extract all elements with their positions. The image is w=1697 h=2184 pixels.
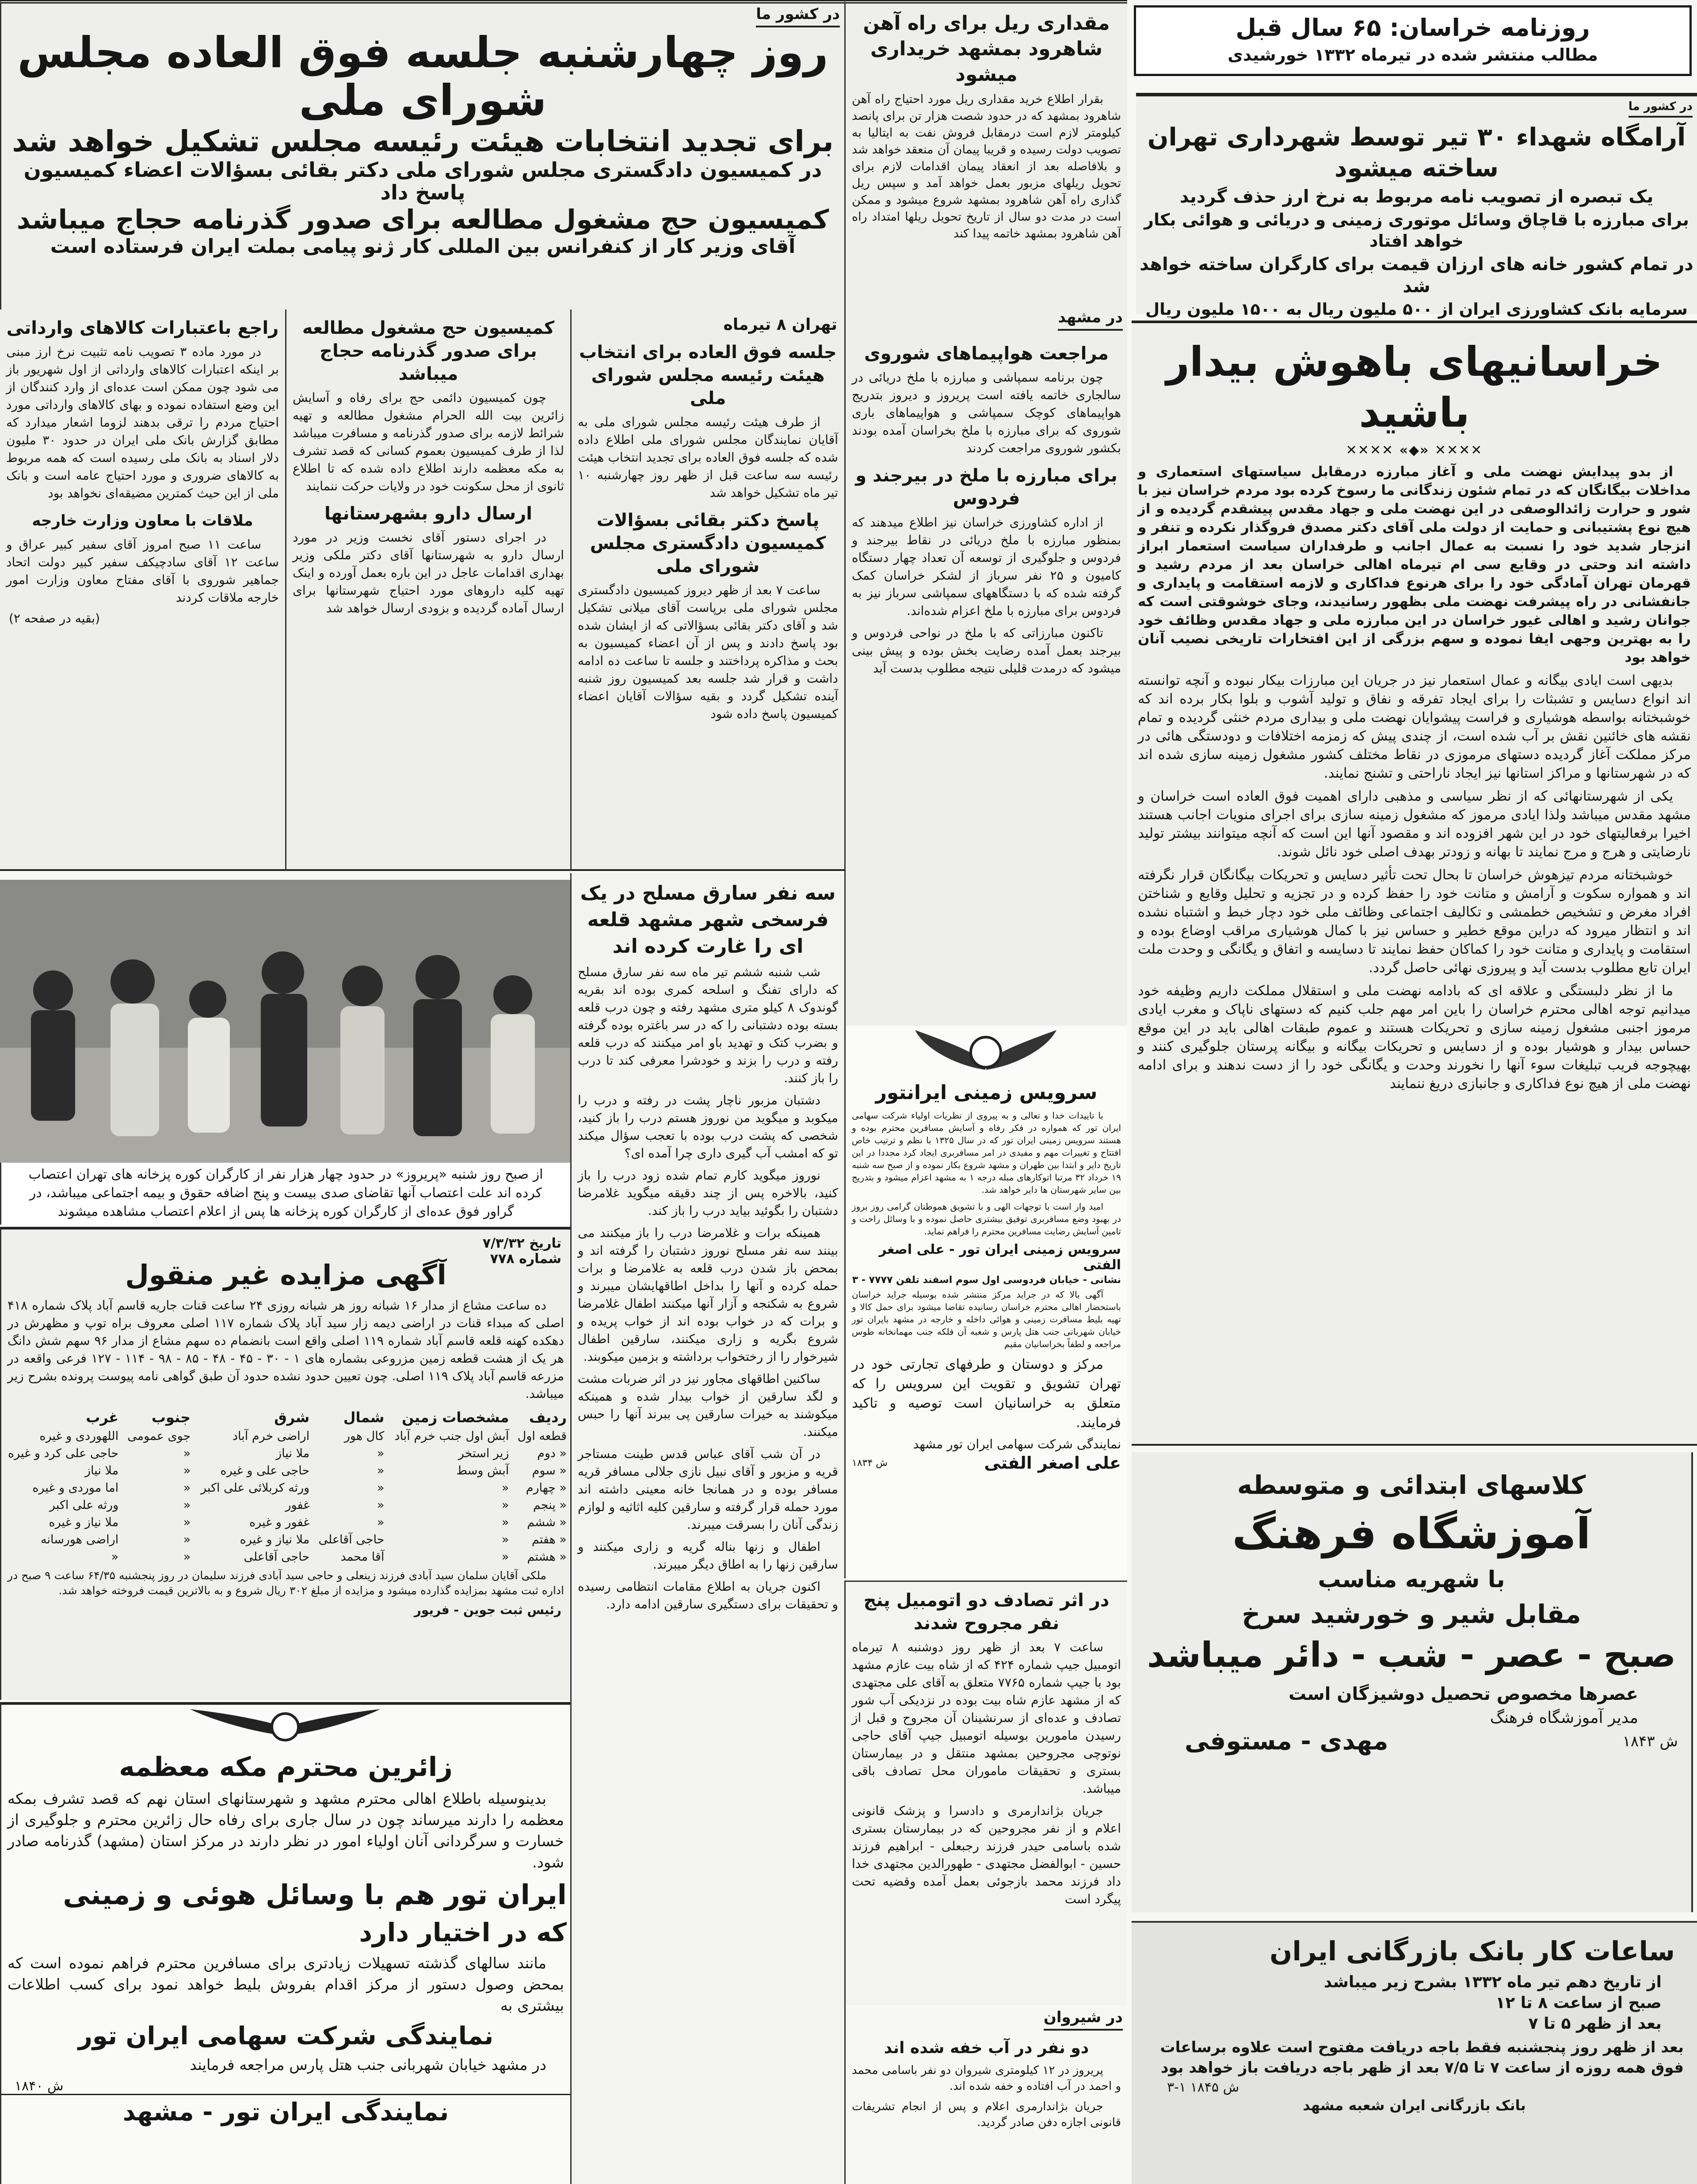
ad-big-line: که در اختیار دارد (359, 1917, 567, 1947)
ad-title: سرویس زمینی ایرانتور (875, 1081, 1098, 1104)
imports-article (0, 309, 285, 871)
ad-line: بعد از ظهر روز پنجشنبه فقط باجه دریافت مفتوح است علاوه برساعات فوق همه روزه از ساعت ۷ تا ۷/۵ بعد از ظهر باجه دریافت باز خواهد بود (1160, 2039, 1684, 2077)
winged-emblem-icon (844, 1026, 1127, 1074)
lead-headline-2: برای تجدید انتخابات هیئت رئیسه مجلس تشکیل خواهد شد (12, 124, 834, 159)
news-headline: یک تبصره از تصویب نامه مربوط به نرخ ارز حذف گردید (1179, 187, 1654, 207)
auction-paragraph: ملکی آقایان سلمان سید آبادی فرزند زینعلی و حاجی سید آبادی فرزند سلیمان در روز پنجشنبه ۶۴/۳۵ ساعت ۹ صبح در اداره ثبت مشهد بمزایده گذارده میشود و مزایده از مبلغ ۳۰۲ ریال شروع و به بالاترین قیمت فروخته خواهد شد. (8, 1569, 564, 1597)
ad-big-line: ایران تور هم با وسائل هوئی و زمینی (63, 1879, 567, 1911)
article-paragraph: ساعت ۱۱ صبح امروز آقای سفیر کبیر عراق و ساعت ۱۲ آقای سادچیکف سفیر کبیر دولت اتحاد جماهیر شوروی با آقای مفتاح معاون وزارت امور خارجه ملاقات کردند (6, 537, 279, 605)
cell: « (183, 1498, 191, 1512)
ad-line: بعد از ظهر ۵ تا ۷ (1528, 2015, 1662, 2033)
ad-title: زائرین محترم مکه معظمه (119, 1752, 453, 1783)
table-row (1, 1462, 570, 1479)
ornament-divider: ✕✕✕✕ «◆» ✕✕✕✕ (1346, 443, 1483, 458)
col-header: شمال (343, 1409, 385, 1426)
cell: « (377, 1446, 385, 1460)
news-headline: در تمام کشور خانه های ارزان قیمت برای کارگران ساخته خواهد شد (1140, 254, 1693, 297)
hajj-article (285, 309, 570, 871)
table-row (1, 1479, 570, 1497)
iran-tour-service-ad (844, 1026, 1127, 1578)
cell: حاجی آقاعلی (318, 1532, 385, 1546)
auction-signature: رئیس ثبت جوین - فریور (414, 1602, 561, 1617)
auction-number: شماره ۷۷۸ (490, 1251, 561, 1267)
table-row (1, 1497, 570, 1514)
article-paragraph: در مورد ماده ۳ تصویب نامه تثبیت نرخ ارز مبنی بر اینکه اعتبارات کالاهای وارداتی از اول شهریور باز می شود چون ممکن است عده‌ای از وارد کنندگان از این وضع استفاده نموده و بهای کالاهای وارداتی مورد احتیاج مردم را ترقی بدهند لزوما اشعار میدارد که مطابق گزارش بانک ملی ایران در حدود ۳۰ ملیون دلار اسناد به بانک ملی رسیده است که همه مربوط به کالاهای ضروری و مورد احتیاج عامه است و بانک ملی از این حیث کمترین مضیقه‌ای نخواهد بود (6, 344, 279, 500)
ad-paragraph: مانند سالهای گذشته تسهیلات زیادتری برای مسافرین محترم فراهم نموده است که بمحض وصول دستور از مرکز اقدام بفروش بلیط خواهد نمود برای کسب اطلاعات بیشتری به (8, 1955, 564, 2015)
cell: آبش وسط (456, 1463, 509, 1478)
masthead-box (1134, 5, 1692, 76)
cell: قطعه اول (517, 1429, 567, 1443)
col-header: شرق (274, 1409, 310, 1426)
article-paragraph: از اداره کشاورزی خراسان نیز اطلاع میدهند که بمنظور مبارزه با ملخ دریائی در نقاط بیرجند و فردوس و جلوگیری از توسعه آن تعداد چهار دستگاه کامیون و ۲۵ نفر سرباز از لشکر خراسان کمک گرفته شده که با دستگاههای سمپاشی سرباز نیز به فردوس برای مبارزه با ملخ اعزام شده‌اند. (852, 515, 1121, 618)
section-label: در کشور ما (1628, 100, 1693, 118)
cell: ملا نیاز (276, 1446, 310, 1460)
ad-signature: سرویس زمینی ایران تور - علی اصغر الفتی (879, 1242, 1121, 1273)
auction-paragraph: ده ساعت مشاع از مدار ۱۶ شبانه روز هر شبانه روزی ۲۴ ساعت قنات جاریه قاسم آباد پلاک شماره ۴۱۸ اصلی که مبداء قنات در اراضی دیمه زار سید آباد پلاک شماره ۱۱۷ اصلی معروف براه توپ و مظهرش در دهکده کهنه قلعه قاسم آباد شماره ۱۱۹ اصلی واقع است بانضمام ده سهم مشاع از مدار ۹۶ سهم شش دانگ هر یک از هشت قطعه زمین مزروعی بشماره های ۱ - ۳۰ - ۴۵ - ۴۸ - ۸۵ - ۹۸ - ۱۱۴ - ۱۲۷ فرعی واقعه در مزرعه قاسم آباد پلاک ۱۱۹ اصلی. چون تعیین حدود نشده حدود آن طبق گواهی نامه پیوست پرونده بشرح زیر میباشد. (8, 1298, 564, 1401)
article-headline: کمیسیون حج مشغول مطالعه برای صدور گذرنامه حجاج میباشد (302, 318, 555, 384)
lead-headline-4: کمیسیون حج مشغول مطالعه برای صدور گذرنامه حجاج میباشد (16, 204, 829, 235)
cell: ورثه کربلائی علی اکبر (201, 1481, 310, 1495)
continued-note: (بقیه در صفحه ۲) (9, 611, 100, 626)
cell: « (377, 1515, 385, 1529)
ad-code: ش ۱۸۴۵ ۱-۳ (1167, 2080, 1239, 2095)
ad-address: نشانی - خیابان فردوسی اول سوم اسفند تلفن ۷۷۷۷ - ۳ (852, 1275, 1121, 1286)
bank-hours-ad (1132, 1921, 1697, 2184)
cell: « پنجم (533, 1498, 567, 1512)
cell: کال هور (344, 1429, 385, 1443)
article-paragraph: بقرار اطلاع خرید مقداری ریل مورد احتیاج راه آهن شاهرود بمشهد که در حدود شصت هزار تن برای پانصد کیلومتر لازم است درمقابل فروش نفت به ایتالیا به تصویب دولت رسیده و قریبا پیمان آن منعقد خواهد شد و بلافاصله بعد از انعقاد پیمان اقدامات لازم برای تحویل ریلهای مزبور بعمل خواهد آمد و سپس ریل گذاری راه آهن شاهرود بمشهد شروع میشود و ممکن است در مدت دو سال از تاریخ تحویل ریلها امتداد راه آهن شاهرود بمشهد خاتمه پیدا کند (852, 92, 1121, 241)
ad-line: مقابل شیر و خورشید سرخ (1242, 1599, 1581, 1629)
article-paragraph: دشتبان مزبور ناچار پشت در رفته و درب را میکوبد و میگوید من نوروز هستم درب را باز کنید، شخصی که پشت درب بوده با تعجب سؤال میکند تو که امشب آب گیری داری چرا آمده ای؟ (578, 1093, 838, 1161)
col-header: مشخصات زمین (402, 1409, 509, 1426)
ad-paragraph: در مشهد خیابان شهربانی جنب هتل پارس مراجعه فرمایند (190, 2056, 546, 2074)
cell: زیر استخر (458, 1446, 509, 1460)
cell: « (183, 1446, 191, 1460)
table-row (1, 1548, 570, 1565)
auction-ad (0, 1227, 570, 1700)
news-headline: برای مبارزه با قاچاق وسائل موتوری زمینی و دریائی و هوائی بکار خواهد افتاد (1144, 210, 1689, 251)
article-paragraph: ساعت ۷ بعد از ظهر روز دوشنبه ۸ تیرماه اتومبیل جیپ شماره ۴۲۴ که از شاه بیت عازم مشهد بود با جیپ شماره ۷۷۶۵ متعلق به آقای علی مجتهدی که از مشهد عازم شاه بیت بوده در نزدیکی آب شور تصادف و عده‌ای از سرنشینان آن مجروح و قبل از رسیدن مامورین بوسیله اتومبیل جیپ آقای حاجی نوتوچی مجروحین بمشهد منتقل و در بیمارستان بستری و تحقیقات ماموران محل تصادف باقی میباشد. (852, 1640, 1121, 1796)
cell: « (377, 1463, 385, 1478)
article-paragraph: بدیهی است ایادی بیگانه و عمال استعمار نیز در جریان این مبارزات بیکار نبوده و آنچه توانسته اند انواع دسایس و تشبثات را برای ایجاد تفرقه و نفاق و تولید آشوب و بلوا بکار برده اند که خوشبختانه بواسطه هوشیاری و فراست پیشوایان نهضت ملی و بیداری مردم خنثی گردیده و تمام نقشه های خائنین نقش بر آب شده است، از چندی پیش که زمزمه اختلافات و دودستگی هائی در مرکز مملکت آغاز گردیده دستهای مرموزی در نقاط مختلف کشور مشغول زمینه سازی شده اند که در شهرستانها و مراکز استانها نیز ایجاد ناراحتی و تشنج نمایند. (1138, 672, 1691, 781)
ad-line: صبح از ساعت ۸ تا ۱۲ (1495, 1994, 1662, 2012)
article-headline: برای مبارزه با ملخ در بیرجند و فردوس (855, 466, 1117, 509)
article-headline: ملاقات با معاون وزارت خارجه (32, 512, 253, 530)
ad-paragraph: با تاییدات خدا و تعالی و به پیروی از نظریات اولیاء شرکت سهامی ایران تور که همواره در فکر رفاه و آسایش مسافرین محترم بوده و هستند سرویس زمینی ایران تور که در سال ۱۳۲۵ با نظم و ترتیب خاص افتتاح و تغییرات مهم و مفیدی در امر مسافربری ایجاد کرد مجددا در این تاریخ دایر و ابتدا بین طهران و مشهد شروع بکار نموده و از صبح سه شنبه ۱۹ خرداد ۳۲ مرتبا اتوکارهای مبله درجه ۱ به مشهد اعزام میشود و بتدریج بین سایر شهرستان ها دایر خواهد شد. (852, 1110, 1121, 1195)
news-headline: سرمایه بانک کشاورزی ایران از ۵۰۰ ملیون ریال به ۱۵۰۰ ملیون ریال (1145, 300, 1688, 319)
cell: « (183, 1463, 191, 1478)
cell: ملا نیاز و غیره (240, 1532, 310, 1546)
cell: « (501, 1550, 509, 1564)
editorial-headline: خراسانیهای باهوش بیدار باشید (1166, 338, 1663, 436)
school-ad (1132, 1452, 1693, 1912)
cell: « (377, 1498, 385, 1512)
article-paragraph: در اجرای دستور آقای نخست وزیر در مورد ارسال دارو به شهرستانها آقای دکتر ملکی وزیر بهداری اقدامات عاجل در این باره بعمل آورده و اینک تهیه کلیه داروهای مورد احتیاج شهرستانها برای ارسال آماده گردیده و بزودی ارسال خواهد شد (293, 530, 564, 615)
cell: اللهوردی و غیره (39, 1429, 119, 1443)
ad-signature: بانک بازرگانی ایران شعبه مشهد (1303, 2097, 1526, 2114)
cell: « (111, 1550, 119, 1564)
pilgrims-ad (0, 1702, 570, 2184)
lead-headline-3: در کمیسیون دادگستری مجلس شورای ملی دکتر بقائی بسؤالات اعضاء کمیسیون پاسخ داد (23, 157, 822, 205)
article-paragraph: جریان بژاندارمری اعلام و پس از انجام تشریفات قانونی اجازه دفن صادر گردید. (852, 2100, 1121, 2129)
article-paragraph: نوروز میگوید کارم تمام شده زود درب را باز کنید، بالاخره پس از چند دقیقه میگوید غلامرضا دشتبان را بگوئید بیاید درب را باز کند. (578, 1168, 838, 1218)
winged-emblem-icon (0, 1705, 570, 1745)
shirvan-article (844, 2005, 1127, 2184)
article-paragraph: چون کمیسیون دائمی حج برای رفاه و آسایش زائرین بیت الله الحرام مشغول مطالعه و تهیه شرائط لازمه برای صدور گذرنامه و مسافرت میباشد لذا از طرف کمیسیون بعموم کسانی که قصد تشرف به مکه معظمه دارند اطلاع داده شده که تا اطلاع ثانوی از محل سکونت خود در ولایات حرکت ننمایند (293, 390, 564, 493)
table-row (1, 1445, 570, 1462)
rail-article (844, 0, 1127, 305)
cell: اما موردی و غیره (32, 1481, 119, 1495)
cell: ملا نیاز (85, 1463, 119, 1478)
table-row (1, 1514, 570, 1531)
ad-code: ش ۱۸۴۳ (1622, 1732, 1678, 1750)
auction-title: آگهی مزایده غیر منقول (125, 1259, 446, 1291)
accident-article (844, 1581, 1127, 2005)
ad-paragraph: بدینوسیله باطلاع اهالی محترم مشهد و شهرستانهای استان نهم که قصد تشرف بمکه معظمه را دارند میرساند چون در سال جاری برای رفاه حال زائرین محترم و جلوگیری از خسارت و سرگردانی آنان اولیاء امور در نظر دارند در مرکز استان (مشهد) گذرنامه صادر شود. (8, 1790, 564, 1871)
land-table (1, 1407, 570, 1565)
lead-story (0, 0, 844, 309)
cell: « (501, 1532, 509, 1546)
section-label: در کشور ما (756, 5, 840, 27)
ad-line: مدیر آموزشگاه فرهنگ (1490, 1709, 1638, 1727)
photo-caption: از صبح روز شنبه «پریروز» در حدود چهار هزار نفر از کارگران کوره پزخانه های تهران اعتصاب کرده اند علت اعتصاب آنها تقاضای صدی بیست و پنج اضافه حقوق و بیمه اجتماعی میباشد، در گراور فوق عده‌ای از کارگران کوره پزخانه ها پس از اعلام اعتصاب مشاهده میشوند (0, 1163, 570, 1225)
article-paragraph: شب شنبه ششم تیر ماه سه نفر سارق مسلح که دارای تفنگ و اسلحه کمری بوده اند بقریه گوندوک ۸ کیلو متری مشهد رفته و چون درب قلعه بسته بوده دشتبانی را که در سر باغتره بوده گرفته و بضرب کتک و تهدید باو امر میکنند که درب قلعه رفته و درب را بزند و خودشرا معرفی کند تا درب را باز کنند. (578, 965, 838, 1085)
table-row (1, 1531, 570, 1548)
masthead-subtitle: مطالب منتشر شده در تیرماه ۱۳۳۲ خورشیدی (1228, 45, 1598, 65)
table-row (1, 1428, 570, 1445)
cell: « هفتم (531, 1532, 567, 1546)
cell: آبش اول جنب خرم آباد (394, 1429, 509, 1443)
cell: « (501, 1498, 509, 1512)
article-headline: پاسخ دکتر بقائی بسؤالات کمیسیون دادگستری مجلس شورای ملی (590, 510, 826, 577)
cell: « (183, 1515, 191, 1529)
cell: « (183, 1481, 191, 1495)
mashhad-news (844, 305, 1127, 1026)
article-paragraph: خوشبختانه مردم تیزهوش خراسان تا بحال تحت تأثیر دسایس و تحریکات بیگانگان قرار نگرفته اند و همواره سکوت و آرامش و متانت خود را حفظ کرده و در تجزیه و تحلیل وقایع و شناختن افراد مغرض و تشخیص خطمشی و تکالیف اجتماعی وظائف ملی خود دچار خبط و اشتباه نشده اند و انتظار میرود که دراین موقع خطیر و حساس نیز با کمال هوشیاری مراقب اوضاع بوده و استقامت و پایداری و متانت خود را کماکان حفظ نمایند تا دسایسه و اتفاق و یگانگی و وحدت ملت ایران تابع مطلوب بدست آید و پیروزی نهائی حاصل گردد. (1138, 867, 1691, 976)
article-paragraph: در آن شب آقای عباس قدس طینت مستاجر قریه و مزبور و آقای نبیل نازی جلالی مسافر قریه مسافر بوده و در همانجا خانه معینی داشته اند مورد حمله قرار گرفته و سارقین کلیه اثاثیه و لوازم زندگی آنان را بسرقت میبرند. (578, 1447, 838, 1532)
robbery-article (570, 873, 844, 2184)
news-headline: آرامگاه شهداء ۳۰ تیر توسط شهرداری تهران ساخته میشود (1147, 123, 1686, 183)
article-paragraph: از بدو پیدایش نهضت ملی و آغاز مبارزه درمقابل سیاستهای استعماری و مداخلات بیگانگان که در تمام شئون زندگانی ما رسوخ کرده بود مردم خراسان نیز با شور و حرارت زائدالوصفی در این نهضت ملی و جهاد مقدس پیشقدم گردیده و از هیچ نوع پشتیبانی و حمایت از دولت ملی آقای دکتر مصدق فروگذار نکرده و تنفر و انزجار شدید خود را نسبت به عمال اجانب و طرفداران سیاست استعمار ابراز داشته اند وحتی در وقایع سی ام تیرماه اهالی خراسان بعد از مردم رشید و قهرمان تهران آمادگی خود را برای هرنوع فداکاری و لازمه استقامت و پایداری و جانفشانی در راه پیشرفت نهضت ملی بظهور رسانیدند، وجای خوشوقتی است که جوانان رشید و اهالی غیور خراسان در این مبارزه ملی و جهاد مقدس وظائف خود را به بهترین وجهی ایفا نموده و سهم بزرگی از این افتخارات تاریخی نصیب آنان خواهد بود (1138, 464, 1691, 665)
lead-headline-1: روز چهارشنبه جلسه فوق العاده مجلس شورای ملی (17, 28, 828, 125)
cell: ورثه علی اکبر (49, 1498, 119, 1512)
article-paragraph: پریروز در ۱۲ کیلومتری شیروان دو نفر باسامی محمد و احمد در آب افتاده و خفه شده اند. (852, 2064, 1121, 2093)
masthead-title: روزنامه خراسان: ۶۵ سال قبل (1236, 14, 1590, 42)
article-paragraph: ما از نظر دلبستگی و علاقه ای که بادامه نهضت ملی و استقلال مملکت داریم وظیفه خود میدانیم توجه اهالی محترم خراسان را باین امر مهم جلب کنیم که دستهای ناپاک و مغرب ایادی مرموز اجنبی مشغول زمینه سازی و تحریکات هستند و عموم طبقات اهالی باید در این موقع حساس بیدار و هوشیار بوده و از دسایس و تحریکات بیگانه و بیگانه پرستان جلوگیری کنند و بهیچوجه فریب تبلیغات سوء آنها را نخورند وحدت و یگانگی خود را از دست ندهند و برای ادامه نهضت ملی از هیچ نوع فداکاری و جانبازی دریغ ننمایند (1138, 983, 1691, 1092)
ad-line: صبح - عصر - شب - دائر میباشد (1147, 1635, 1676, 1675)
ad-code: ش ۱۸۴۰ (15, 2078, 64, 2094)
article-headline: در اثر تصادف دو اتومبیل پنج نفر مجروح شدند (863, 1590, 1110, 1634)
col-header: ردیف (529, 1409, 567, 1426)
cell: حاجی آقاعلی (244, 1550, 310, 1564)
ad-paragraph: امید وار است با توجهات الهی و با تشویق هموطنان گرامی روز بروز در بهبود وضع مسافربری توفیق بیشتری حاصل نموده و با وسائل راحت و تامین آسایش رضایت مسافرین محترم را فراهم نماید. (852, 1201, 1121, 1237)
ad-line: کلاسهای ابتدائی و متوسطه (1237, 1470, 1586, 1500)
ad-big-line: نمایندگی شرکت سهامی ایران تور (78, 2022, 494, 2050)
cell: اراضی خرم آباد (233, 1429, 310, 1443)
lead-headline-5: آقای وزیر کار از کنفرانس بین المللی کار ژنو پیامی بملت ایران فرستاده است (50, 235, 796, 258)
article-paragraph: همینکه برات و غلامرضا درب را باز میکنند می بینند سه نفر مسلح نوروز دشتبان را گرفته اند و بمحض باز شدن درب قلعه به غلامرضا و برات حمله کرده و آنها را بداخل اطاقهایشان میبرند و شروع به شکنجه و آزار آنها میکنند اطفال غلامرضا و برات که در خواب بوده اند از خواب پریده و شروع بگریه و زاری میکنند، سارقین اطفال شیرخوار را از رختخواب برداشته و بزمین میکوبند. (578, 1226, 838, 1364)
article-paragraph: جریان بژاندارمری و دادسرا و پزشک قانونی اعلام و از نفر مجروحین که در بیمارستان بستری شده باسامی حیدر فرزند رجبعلی - ابراهیم فرزند حسین - ابوالفضل مجتهدی - طهورالدین مجتهدی خدا داد فرزند محمد بازجوئی بعمل آمده وقضیه تحت پیگرد است (852, 1803, 1121, 1906)
article-headline: دو نفر در آب خفه شده اند (884, 2039, 1089, 2057)
cell: آقا محمد (340, 1550, 385, 1564)
ad-paragraph: مرکز و دوستان و طرفهای تجارتی خود در تهران تشویق و تقویت این سرویس را که متعلق به خراسانیان است توصیه و تاکید فرمایند. (852, 1356, 1121, 1431)
article-headline: مقداری ریل برای راه آهن شاهرود بمشهد خریداری میشود (863, 12, 1110, 86)
ad-paragraph: آگهی بالا که در جراید مرکز منتشر شده بوسیله جراید خراسان باستحضار اهالی محترم خراسان رسانیده تقاضا میشود برای حمل کالا و تهیه بلیط مسافرت زمینی و هوائی داخله و خارجه در مشهد بایران تور خیابان شهربانی جنب هتل پارس و شعبه آن فلکه جنب مهمانخانه طوس مراجعه و لطفاً بخراسانیان مقیم (852, 1289, 1121, 1349)
col-header: غرب (86, 1409, 119, 1426)
article-headline: راجع باعتبارات کالاهای وارداتی (6, 318, 279, 338)
cell: « هشتم (527, 1550, 567, 1564)
ad-line: آموزشگاه فرهنگ (1232, 1509, 1591, 1558)
cell: « (377, 1481, 385, 1495)
cell: « (183, 1550, 191, 1564)
cell: « (501, 1515, 509, 1529)
ad-title: ساعات کار بانک بازرگانی ایران (1270, 1936, 1675, 1967)
ad-line: از تاریخ دهم تیر ماه ۱۳۳۲ بشرح زیر میباشد (1323, 1973, 1662, 1991)
cell: « چهارم (526, 1481, 567, 1495)
cell: « دوم (537, 1446, 567, 1460)
cell: « ششم (527, 1515, 567, 1529)
article-headline: جلسه فوق العاده برای انتخاب هیئت رئیسه مجلس شورای ملی (579, 342, 837, 409)
ad-signature: نمایندگی شرکت سهامی ایران تور مشهد (913, 1437, 1121, 1451)
cell: جوی عمومی (127, 1429, 191, 1443)
cell: حاجی علی کرد و غیره (8, 1446, 119, 1460)
article-headline: مراجعت هواپیماهای شوروی (864, 344, 1109, 364)
dateline: تهران ۸ تیرماه (723, 316, 837, 334)
article-paragraph: چون برنامه سمپاشی و مبارزه با ملخ دریائی در سالجاری خاتمه یافته است پریروز و دیروز بتدریج هواپیماهای کوچک سمپاشی و هواپیماهای باری شوروی که برای مبارزه با ملخ بخراسان آمده بودند بکشور شوروی مراجعت کردند (852, 370, 1121, 455)
article-paragraph: ساعت ۷ بعد از ظهر دیروز کمیسیون دادگستری مجلس شورای ملی برپاست آقای میلانی تشکیل شد و آقای دکتر بقائی بسؤالاتی که از ایشان شده بود پاسخ دادند و پس از آن اعضاء کمیسیون به بحث و مذاکره پرداختند و جلسه تا ساعت ده ادامه داشت و قرار شد جلسه بعد کمیسیون روز شنبه آینده تشکیل گردد و بقیه سؤالات آقایان اعضاء کمیسیون پاسخ داده شود (578, 583, 838, 721)
article-paragraph: از طرف هیئت رئیسه مجلس شورای ملی به آقایان نمایندگان مجلس شورای ملی اطلاع داده شده که جلسه فوق العاده برای تجدید انتخاب هیئت رئیسه سه ساعت قبل از ظهر روز چهارشنبه ۱۰ تیر ماه تشکیل خواهد شد (578, 415, 838, 500)
workers-photo-image (0, 880, 570, 1163)
ad-code: ش ۱۸۳۴ (852, 1457, 888, 1469)
tehran-article (570, 309, 844, 871)
article-paragraph: اکنون جریان به اطلاع مقامات انتظامی رسیده و تحقیقات برای دستگیری سارقین ادامه دارد. (578, 1579, 838, 1611)
section-label: در شیروان (1044, 2008, 1123, 2031)
section-label: در مشهد (1058, 309, 1123, 331)
article-headline: سه نفر سارق مسلح در یک فرسخی شهر مشهد قلعه ای را غارت کرده اند (580, 882, 836, 958)
auction-date: تاریخ ۷/۳/۳۲ (482, 1236, 561, 1251)
cell: « (501, 1481, 509, 1495)
article-paragraph: تاکنون مبارزاتی که با ملخ در نواحی فردوس و بیرجند بعمل آمده رضایت بخش بوده و پیش بینی میشود که درمدت قلیلی نتیجه مطلوب بدست آید (852, 626, 1121, 676)
cell: « (183, 1532, 191, 1546)
ad-signature: مهدی - مستوفی (1185, 1727, 1388, 1756)
ad-line: با شهریه مناسب (1318, 1566, 1505, 1593)
cell: غفور (285, 1498, 310, 1512)
article-paragraph: یکی از شهرستانهائی که از نظر سیاسی و مذهبی دارای اهمیت فوق العاده است خراسان و مشهد مقدس میباشد ولذا ایادی مرموز که مشغول زمینه سازی برای اجرای منویات اجانب هستند اخیرا برفعالیتهای خود در این شهر افزوده اند و مقصود آنها این است که آنچه میتوانند بیشتر تولید نارضایتی و هرج و مرج نمایند تا بهانه و زودتر بهدف اصلی خود نائل شوند. (1138, 788, 1691, 860)
cell: اراضی هورسانه (40, 1532, 119, 1546)
cell: ملا نیاز و غیره (49, 1515, 119, 1529)
cemetery-news (1136, 93, 1697, 319)
ad-line: عصرها مخصوص تحصیل دوشیزگان است (1288, 1684, 1638, 1704)
ad-signature: نمایندگی ایران تور - مشهد (1, 2094, 570, 2127)
article-paragraph: ساکنین اطاقهای مجاور نیز در اثر ضربات مشت و لگد سارقین از خواب بیدار شده و همینکه میکوشند به خیرات سارقین پی ببرند آنها را حبس میکنند. (578, 1371, 838, 1439)
ad-signature: علی اصغر الفتی (984, 1453, 1121, 1473)
cell: « سوم (532, 1463, 567, 1478)
col-header: جنوب (151, 1409, 191, 1426)
article-paragraph: اطفال و زنها بناله گریه و زاری میکنند و سارقین زنها را به اطاق دیگر میبرند. (578, 1539, 838, 1572)
cell: غفور و غیره (249, 1515, 310, 1529)
strike-photo (0, 880, 570, 1163)
article-headline: ارسال دارو بشهرستانها (324, 504, 532, 524)
khorasan-editorial (1132, 321, 1697, 1446)
cell: حاجی علی و غیره (220, 1463, 310, 1478)
